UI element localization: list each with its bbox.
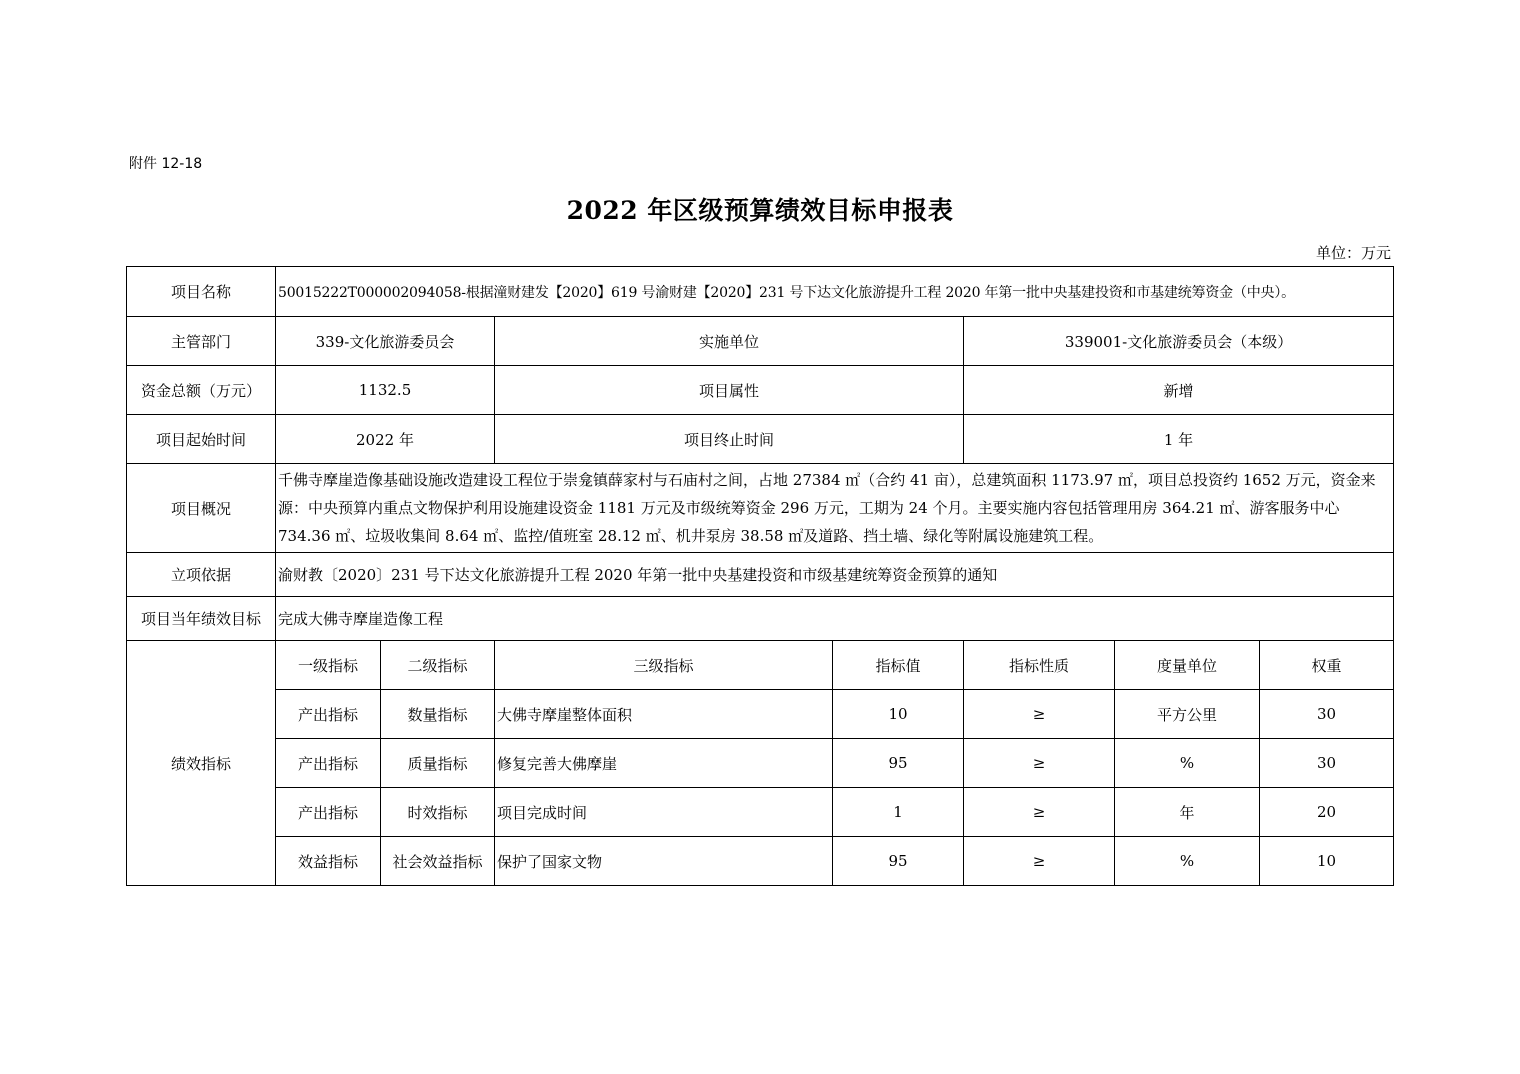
unit-label: 单位：万元 <box>1315 244 1391 262</box>
header-weight: 权重 <box>1260 641 1394 690</box>
indicator-unit: 年 <box>1115 788 1260 837</box>
overview-value: 千佛寺摩崖造像基础设施改造建设工程位于崇龛镇薛家村与石庙村之间，占地 27384 ㎡（合约 41 亩），总建筑面积 1173.97 ㎡，项目总投资约 1652 万元，资金来源：中央预算内重点文物保护利用设施建设资金 1181 万元及市级统筹资金 296 万元，工期为 24 个月。主要实施内容包括管理用房 364.21 ㎡、游客服务中心 734.36 ㎡、垃圾收集间 8.64 ㎡、监控/值班室 28.12 ㎡、机井泵房 38.58 ㎡及道路、挡土墙、绿化等附属设施建筑工程。 <box>276 464 1394 553</box>
funds-row <box>127 366 1394 415</box>
indicator-level2: 数量指标 <box>381 690 495 739</box>
attachment-label: 附件 12-18 <box>129 156 203 172</box>
goal-row <box>127 597 1394 641</box>
indicator-weight: 20 <box>1260 788 1394 837</box>
dept-label: 主管部门 <box>127 317 276 366</box>
indicator-level3: 保护了国家文物 <box>495 837 833 886</box>
indicator-level3: 修复完善大佛摩崖 <box>495 739 833 788</box>
goal-label: 项目当年绩效目标 <box>127 597 276 641</box>
indicator-level1: 产出指标 <box>276 690 381 739</box>
indicator-nature: ≥ <box>964 739 1115 788</box>
header-level1: 一级指标 <box>276 641 381 690</box>
indicator-header-row <box>127 641 1394 690</box>
indicator-row <box>127 788 1394 837</box>
indicators-label: 绩效指标 <box>127 641 276 886</box>
indicator-nature: ≥ <box>964 788 1115 837</box>
indicator-value: 10 <box>833 690 964 739</box>
budget-table <box>126 266 1394 886</box>
goal-value: 完成大佛寺摩崖造像工程 <box>276 597 1394 641</box>
header-level3: 三级指标 <box>495 641 833 690</box>
indicator-value: 1 <box>833 788 964 837</box>
dept-row <box>127 317 1394 366</box>
basis-value: 渝财教〔2020〕231 号下达文化旅游提升工程 2020 年第一批中央基建投资和市级基建统筹资金预算的通知 <box>276 553 1394 597</box>
indicator-weight: 10 <box>1260 837 1394 886</box>
indicator-weight: 30 <box>1260 690 1394 739</box>
project-attr-label: 项目属性 <box>495 366 964 415</box>
indicator-value: 95 <box>833 837 964 886</box>
funds-value: 1132.5 <box>276 366 495 415</box>
impl-unit-label: 实施单位 <box>495 317 964 366</box>
indicator-level1: 效益指标 <box>276 837 381 886</box>
time-row <box>127 415 1394 464</box>
indicator-unit: 平方公里 <box>1115 690 1260 739</box>
indicator-row <box>127 739 1394 788</box>
indicator-row <box>127 837 1394 886</box>
indicator-unit: % <box>1115 739 1260 788</box>
indicator-value: 95 <box>833 739 964 788</box>
indicator-level3: 项目完成时间 <box>495 788 833 837</box>
overview-row <box>127 464 1394 553</box>
indicator-row <box>127 690 1394 739</box>
indicator-level2: 时效指标 <box>381 788 495 837</box>
indicator-level2: 社会效益指标 <box>381 837 495 886</box>
indicator-nature: ≥ <box>964 690 1115 739</box>
project-name-label: 项目名称 <box>127 267 276 317</box>
project-name-row <box>127 267 1394 317</box>
end-time-label: 项目终止时间 <box>495 415 964 464</box>
basis-row <box>127 553 1394 597</box>
header-nature: 指标性质 <box>964 641 1115 690</box>
page-title: 2022 年区级预算绩效目标申报表 <box>566 196 954 225</box>
indicator-nature: ≥ <box>964 837 1115 886</box>
project-attr-value: 新增 <box>964 366 1394 415</box>
header-unit: 度量单位 <box>1115 641 1260 690</box>
indicator-weight: 30 <box>1260 739 1394 788</box>
indicator-level1: 产出指标 <box>276 739 381 788</box>
start-time-value: 2022 年 <box>276 415 495 464</box>
indicator-level1: 产出指标 <box>276 788 381 837</box>
indicator-level2: 质量指标 <box>381 739 495 788</box>
basis-label: 立项依据 <box>127 553 276 597</box>
project-name-value: 50015222T000002094058-根据潼财建发【2020】619 号渝财建【2020】231 号下达文化旅游提升工程 2020 年第一批中央基建投资和市基建统筹资金（中央）。 <box>276 267 1394 317</box>
funds-label: 资金总额（万元） <box>127 366 276 415</box>
overview-label: 项目概况 <box>127 464 276 553</box>
indicator-unit: % <box>1115 837 1260 886</box>
impl-unit-value: 339001-文化旅游委员会（本级） <box>964 317 1394 366</box>
dept-value: 339-文化旅游委员会 <box>276 317 495 366</box>
start-time-label: 项目起始时间 <box>127 415 276 464</box>
end-time-value: 1 年 <box>964 415 1394 464</box>
header-value: 指标值 <box>833 641 964 690</box>
indicator-level3: 大佛寺摩崖整体面积 <box>495 690 833 739</box>
header-level2: 二级指标 <box>381 641 495 690</box>
